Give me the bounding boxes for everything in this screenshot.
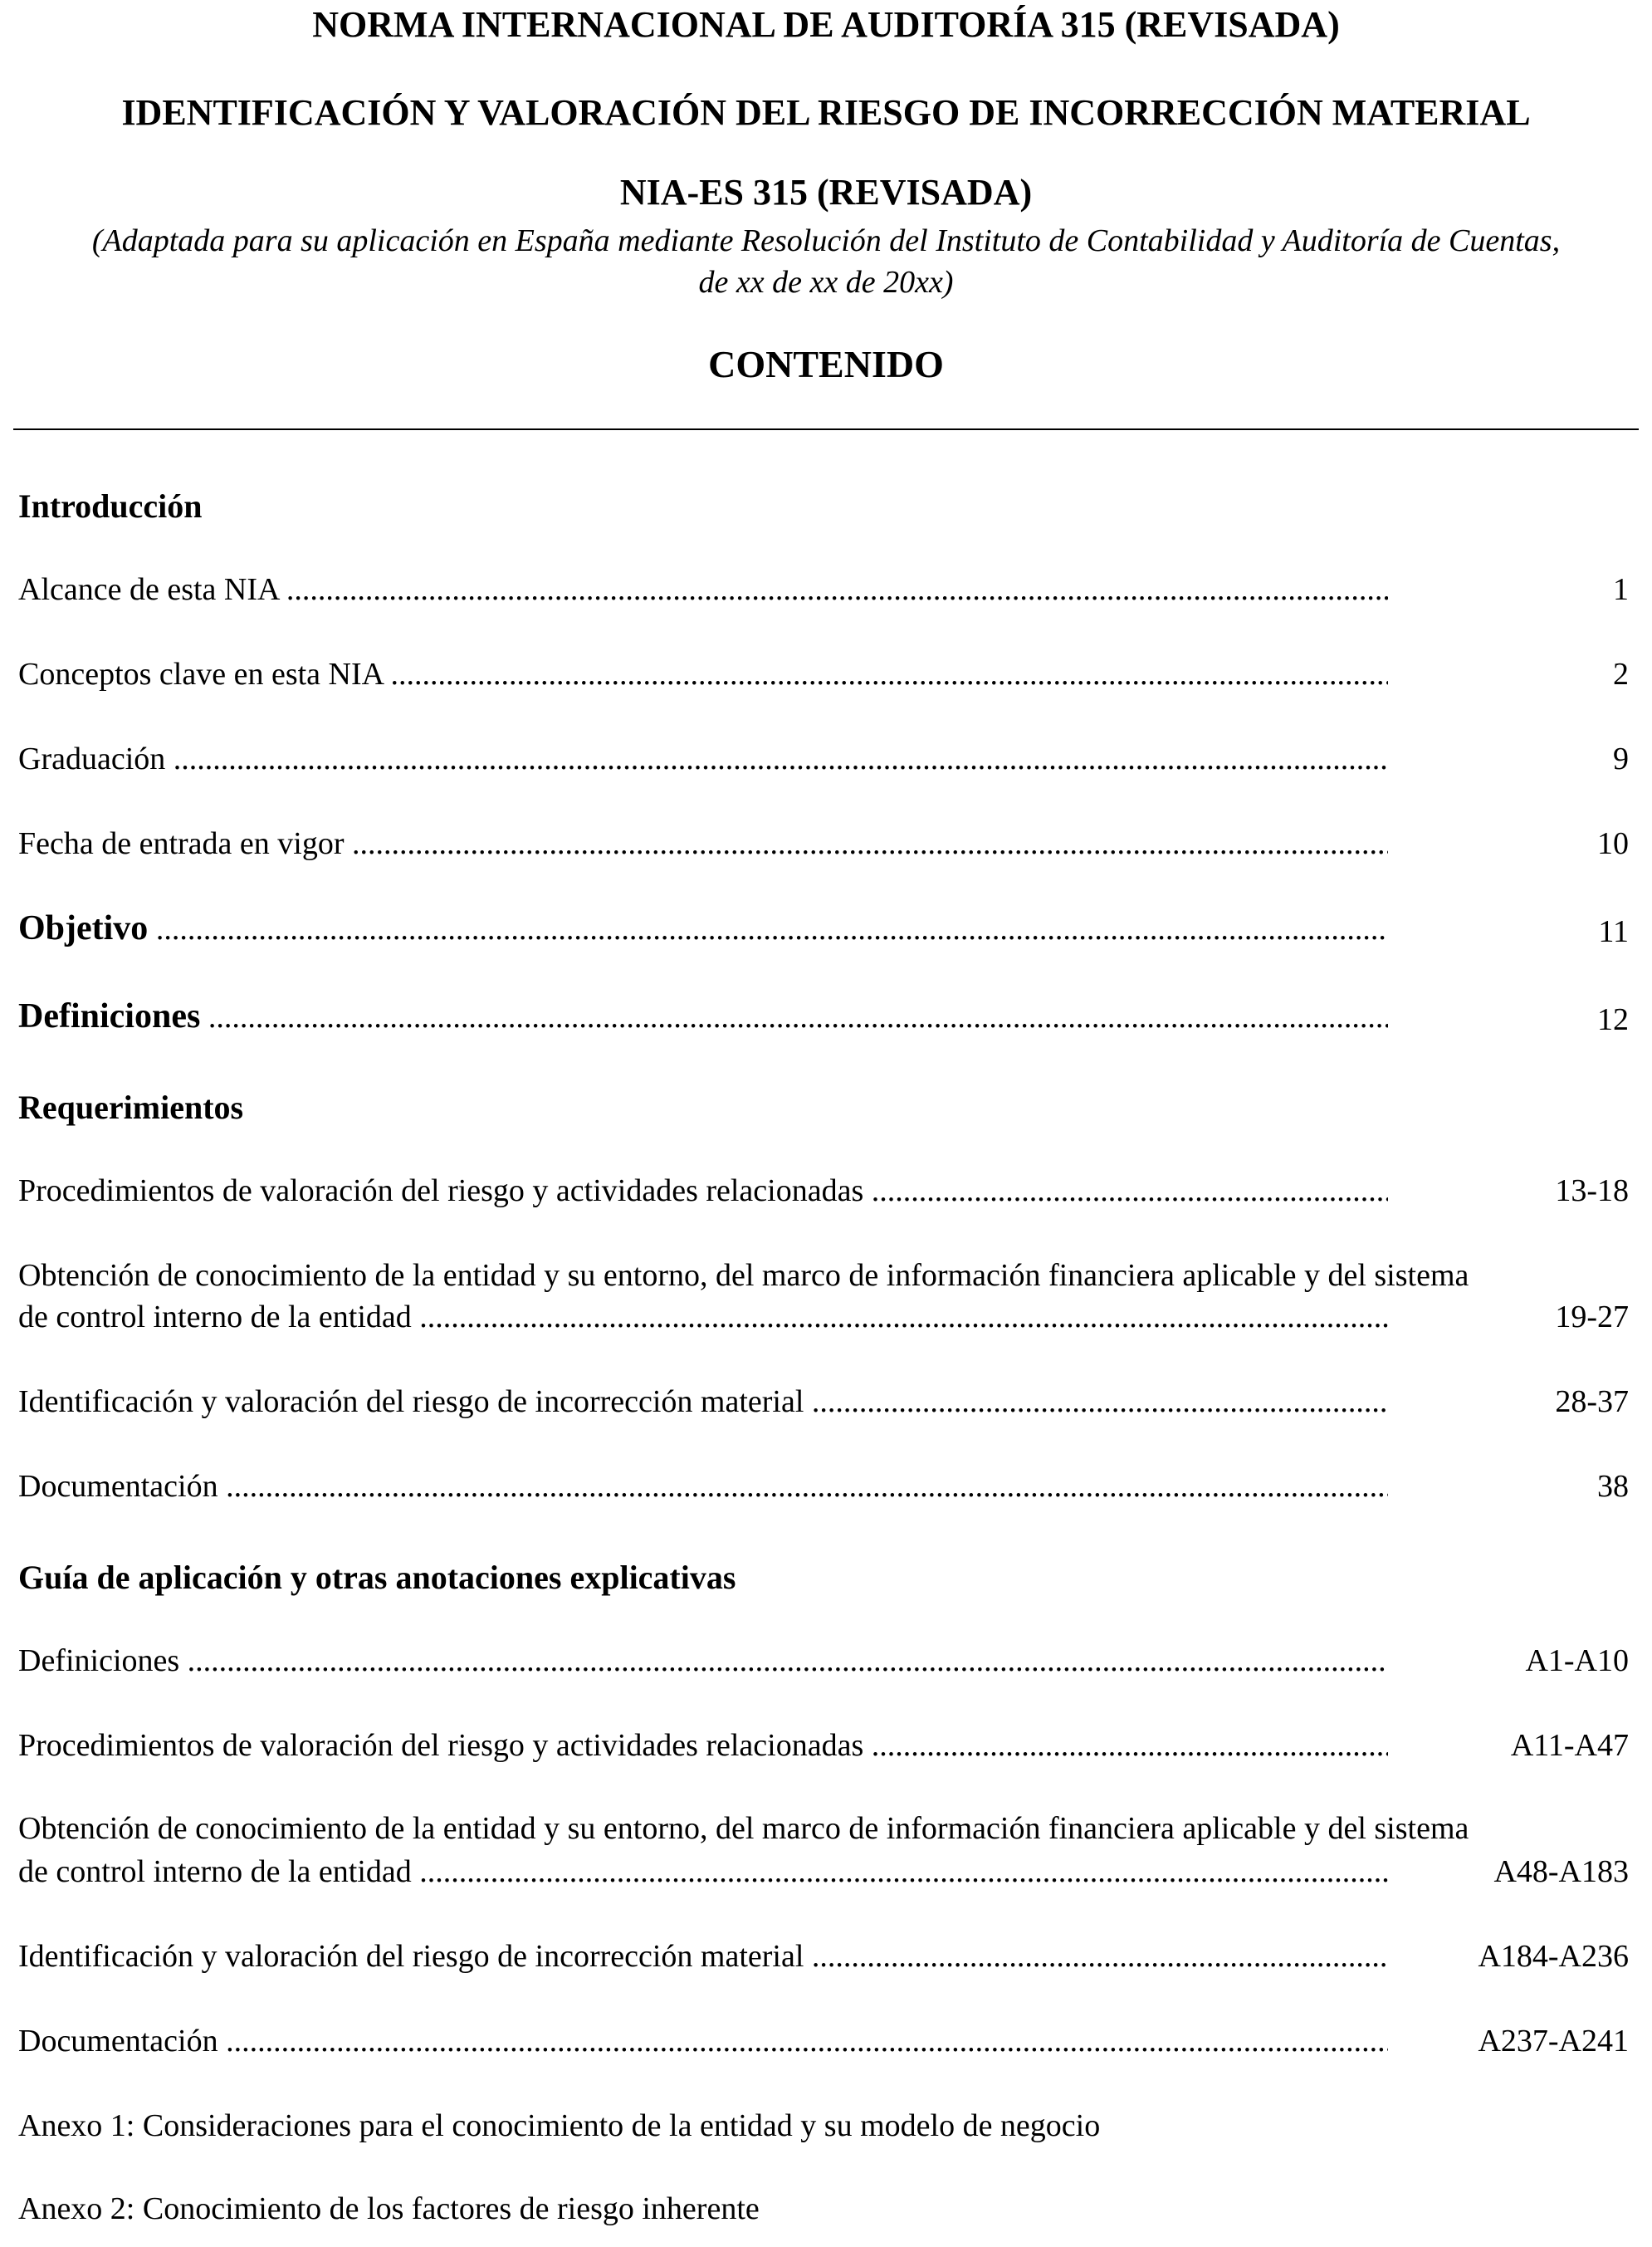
- toc-entry[interactable]: [18, 571, 1629, 614]
- annex-entry[interactable]: Anexo 2: Conocimiento de los factores de riesgo inherente: [18, 2191, 760, 2226]
- toc-entry-paragraph: 9: [1613, 742, 1629, 776]
- toc-entry-label: de control interno de la entidad .....: [18, 1853, 1388, 1890]
- section-heading-introduccion: Introducción: [18, 487, 203, 525]
- toc-entry[interactable]: [18, 825, 1629, 869]
- toc-entry[interactable]: [18, 1468, 1629, 1511]
- standard-subject-title: IDENTIFICACIÓN Y VALORACIÓN DEL RIESGO DE INCORRECCIÓN MATERIAL: [121, 92, 1531, 133]
- toc-entry-label: de control interno de la entidad .....: [18, 1299, 1388, 1335]
- toc-entry[interactable]: [18, 1938, 1629, 1981]
- section-heading-requerimientos: Requerimientos: [18, 1089, 244, 1126]
- toc-entry-paragraph: 13-18: [1555, 1173, 1629, 1208]
- toc-entry-label-line1: Obtención de conocimiento de la entidad y su entorno, del marco de información financiera aplicable y del sistema: [18, 1258, 1469, 1293]
- toc-entry-label: Fecha de entrada en vigor .....: [18, 825, 1388, 862]
- toc-entry-label: Conceptos clave en esta NIA .....: [18, 656, 1388, 693]
- toc-entry-paragraph: A48-A183: [1493, 1854, 1629, 1889]
- toc-entry-label: Procedimientos de valoración del riesgo y actividades relacionadas .....: [18, 1172, 1388, 1209]
- toc-entry-label: Documentación .....: [18, 2023, 1388, 2059]
- objetivo-label: Objetivo: [18, 909, 149, 947]
- toc-entry[interactable]: [18, 1642, 1629, 1686]
- toc-entry[interactable]: [18, 1727, 1629, 1770]
- toc-entry[interactable]: [18, 1299, 1629, 1342]
- section-heading-guia: Guía de aplicación y otras anotaciones explicativas: [18, 1559, 736, 1596]
- toc-entry-paragraph: 12: [1597, 1002, 1629, 1037]
- toc-entry-paragraph: A237-A241: [1478, 2024, 1629, 2059]
- toc-entry-paragraph: 19-27: [1555, 1300, 1629, 1334]
- toc-entry-paragraph: A184-A236: [1478, 1939, 1629, 1974]
- standard-code-title: NIA-ES 315 (REVISADA): [619, 172, 1033, 213]
- toc-entry-label: Definiciones .....: [18, 1642, 1388, 1679]
- toc-entry-label: Alcance de esta NIA .....: [18, 571, 1388, 608]
- toc-entry-label: [18, 908, 1388, 948]
- toc-entry[interactable]: [18, 1853, 1629, 1897]
- toc-entry-label-line1: Obtención de conocimiento de la entidad y su entorno, del marco de información financiera aplicable y del sistema: [18, 1811, 1469, 1846]
- toc-entry-paragraph: 2: [1613, 657, 1629, 692]
- adaptation-note-line1: (Adaptada para su aplicación en España mediante Resolución del Instituto de Contabilidad y Auditoría de Cuentas,: [91, 223, 1561, 258]
- toc-entry-label: Identificación y valoración del riesgo de incorrección material .....: [18, 1938, 1388, 1975]
- toc-entry-label: Graduación .....: [18, 741, 1388, 777]
- header-divider: [13, 428, 1639, 430]
- toc-entry-paragraph: A1-A10: [1525, 1643, 1629, 1678]
- toc-entry[interactable]: [18, 2023, 1629, 2066]
- toc-entry-paragraph: 11: [1598, 914, 1629, 949]
- annex-entry[interactable]: Anexo 1: Consideraciones para el conocimiento de la entidad y su modelo de negocio: [18, 2108, 1101, 2143]
- toc-entry-definiciones[interactable]: [18, 996, 1629, 1040]
- toc-entry-label: [18, 996, 1388, 1036]
- toc-entry-paragraph: 1: [1613, 572, 1629, 607]
- toc-entry-label: Documentación .....: [18, 1468, 1388, 1505]
- toc-entry-label: Procedimientos de valoración del riesgo y actividades relacionadas .....: [18, 1727, 1388, 1764]
- toc-entry[interactable]: [18, 1172, 1629, 1216]
- toc-entry-paragraph: 38: [1597, 1469, 1629, 1504]
- toc-entry-paragraph: 28-37: [1555, 1384, 1629, 1419]
- adaptation-note-line2: de xx de xx de 20xx): [698, 265, 954, 300]
- definiciones-label: Definiciones: [18, 997, 201, 1035]
- toc-entry-paragraph: A11-A47: [1510, 1728, 1629, 1763]
- toc-entry-objetivo[interactable]: [18, 908, 1629, 952]
- toc-entry-paragraph: 10: [1597, 826, 1629, 861]
- toc-entry-label: Identificación y valoración del riesgo de incorrección material .....: [18, 1383, 1388, 1420]
- contents-heading: CONTENIDO: [708, 343, 944, 385]
- toc-entry[interactable]: [18, 656, 1629, 699]
- toc-entry[interactable]: [18, 741, 1629, 784]
- toc-entry[interactable]: [18, 1383, 1629, 1427]
- standard-title: NORMA INTERNACIONAL DE AUDITORÍA 315 (REVISADA): [312, 4, 1340, 45]
